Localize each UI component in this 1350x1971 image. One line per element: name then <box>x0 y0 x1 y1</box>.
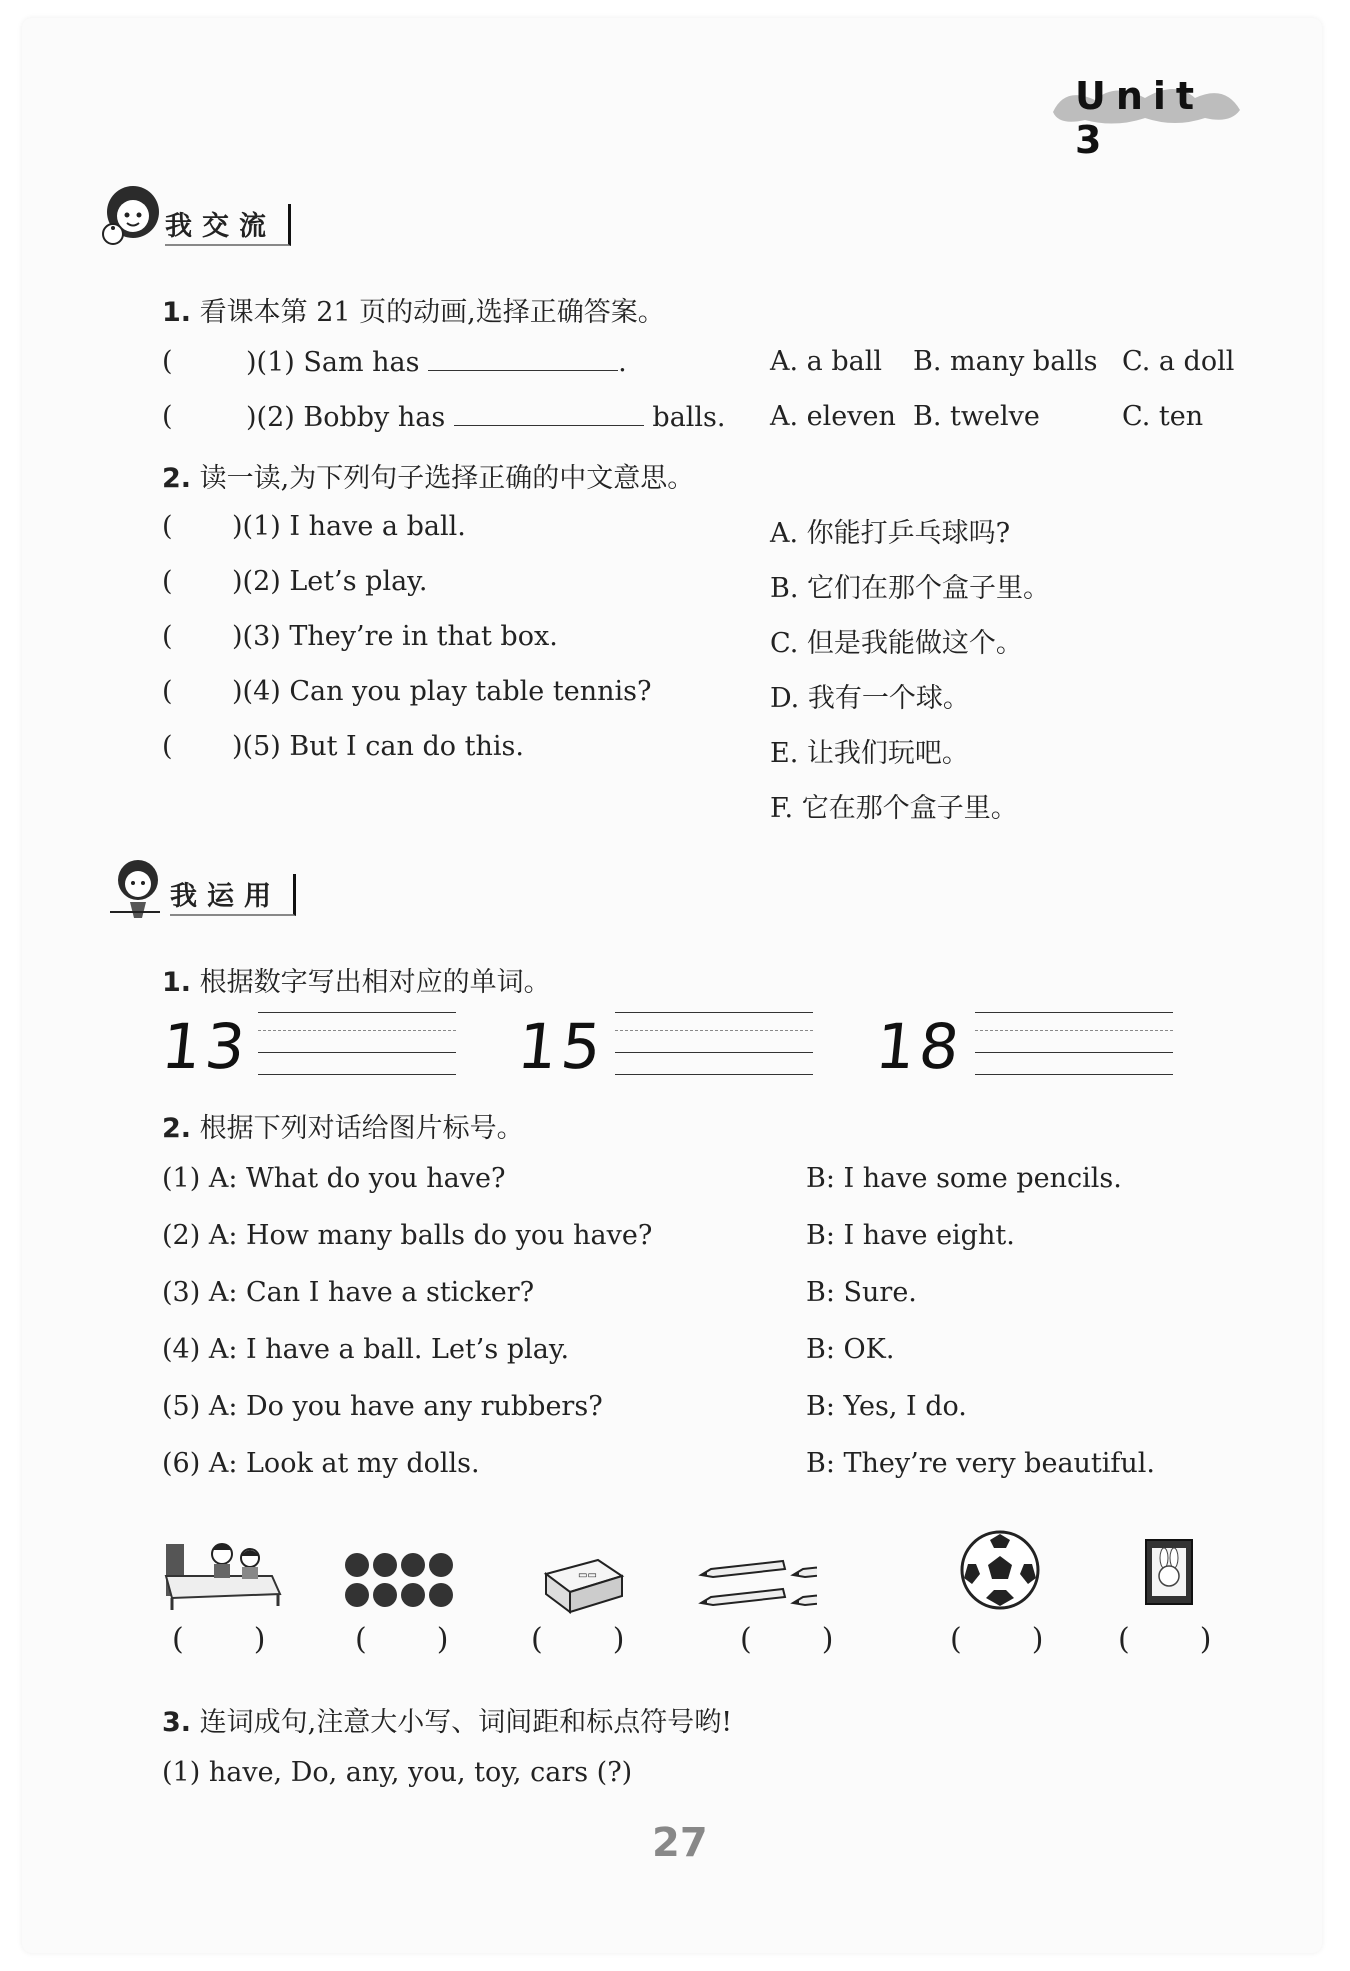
s1-q2-item-4: ( <box>162 676 173 707</box>
section-header-apply <box>100 852 350 922</box>
picture-answer-6[interactable]: ( ) <box>1118 1622 1212 1657</box>
dialogue-a-1: (1) A: What do you have? <box>162 1163 506 1194</box>
page-number: 27 <box>652 1820 708 1866</box>
picture-answer-2[interactable]: ( ) <box>355 1622 449 1657</box>
unit-label: Unit 3 <box>1075 74 1205 162</box>
choice-b: B. 它们在那个盒子里。 <box>770 573 1051 604</box>
s1-q2-item-1: ( <box>162 511 173 542</box>
fill-blank-line[interactable] <box>454 401 644 426</box>
s1-q1-item-1: ( <box>162 346 173 377</box>
picture-answer-4[interactable]: ( ) <box>740 1622 834 1657</box>
picture-answer-3[interactable]: ( ) <box>531 1622 625 1657</box>
s1-q2-prompt: 2. 读一读,为下列句子选择正确的中文意思。 <box>162 463 695 494</box>
option-c: C. ten <box>1122 401 1204 432</box>
s2-q1-prompt: 1. 根据数字写出相对应的单词。 <box>162 967 551 998</box>
section-title-communicate: 我交流 <box>165 204 291 246</box>
number-18: 18 <box>872 1010 967 1083</box>
choice-c: C. 但是我能做这个。 <box>770 628 1023 659</box>
s1-q2-item-3: ( <box>162 621 173 652</box>
s1-q1-item-2: ( <box>162 401 173 432</box>
dialogue-b-2: B: I have eight. <box>806 1220 1015 1251</box>
fill-blank-line[interactable] <box>428 346 618 371</box>
writing-lines-13[interactable] <box>258 1012 456 1076</box>
soccer-ball-icon <box>958 1528 1078 1618</box>
number-15: 15 <box>514 1010 609 1083</box>
s1-q2-item-5: ( <box>162 731 173 762</box>
option-a: A. eleven <box>770 401 896 432</box>
svg-text:▭▭: ▭▭ <box>578 1570 597 1581</box>
dialogue-b-4: B: OK. <box>806 1334 895 1365</box>
section-header-communicate <box>95 182 345 252</box>
writing-lines-15[interactable] <box>615 1012 813 1076</box>
choice-e: E. 让我们玩吧。 <box>770 738 969 769</box>
girl-mascot-icon <box>100 852 170 922</box>
picture-answer-1[interactable]: ( ) <box>172 1622 266 1657</box>
number-13: 13 <box>158 1010 253 1083</box>
dialogue-b-5: B: Yes, I do. <box>806 1391 967 1422</box>
option-b: B. many balls <box>913 346 1098 377</box>
picture-answer-5[interactable]: ( ) <box>950 1622 1044 1657</box>
option-b: B. twelve <box>913 401 1040 432</box>
dialogue-b-6: B: They’re very beautiful. <box>806 1448 1156 1479</box>
option-c: C. a doll <box>1122 346 1235 377</box>
dialogue-b-1: B: I have some pencils. <box>806 1163 1122 1194</box>
answer-slot[interactable] <box>184 374 244 376</box>
dolls-on-bed-icon <box>162 1524 282 1614</box>
dialogue-b-3: B: Sure. <box>806 1277 917 1308</box>
unit-badge <box>1045 72 1245 162</box>
s1-q2-item-2: ( <box>162 566 173 597</box>
dialogue-a-2: (2) A: How many balls do you have? <box>162 1220 653 1251</box>
choice-a: A. 你能打乒乓球吗? <box>770 518 1011 549</box>
choice-f: F. 它在那个盒子里。 <box>770 793 1018 824</box>
s2-q3-item-1: (1) have, Do, any, you, toy, cars (?) <box>162 1757 633 1788</box>
girl-mascot-icon <box>95 182 167 252</box>
dialogue-a-4: (4) A: I have a ball. Let’s play. <box>162 1334 570 1365</box>
dialogue-a-5: (5) A: Do you have any rubbers? <box>162 1391 603 1422</box>
s1-q1-prompt: 1. 看课本第 21 页的动画,选择正确答案。 <box>162 297 665 328</box>
option-a: A. a ball <box>770 346 882 377</box>
sticker-icon <box>1142 1536 1262 1626</box>
s2-q2-prompt: 2. 根据下列对话给图片标号。 <box>162 1113 524 1144</box>
writing-lines-18[interactable] <box>975 1012 1173 1076</box>
s2-q3-prompt: 3. 连词成句,注意大小写、词间距和标点符号哟! <box>162 1707 733 1738</box>
section-title-apply: 我运用 <box>170 874 296 916</box>
choice-d: D. 我有一个球。 <box>770 683 970 714</box>
dialogue-a-6: (6) A: Look at my dolls. <box>162 1448 480 1479</box>
dialogue-a-3: (3) A: Can I have a sticker? <box>162 1277 535 1308</box>
